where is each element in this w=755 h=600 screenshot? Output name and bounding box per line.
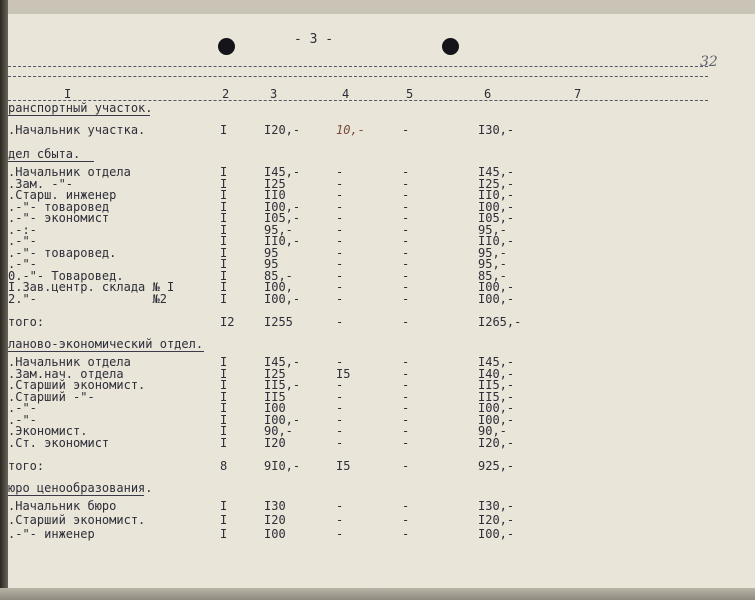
column-header-6: 6 <box>484 87 492 101</box>
row-total: 85,- <box>478 268 507 283</box>
row-salary: 95 <box>264 245 279 260</box>
row-col5: - <box>402 165 410 179</box>
row-label: .Ст. экономист <box>8 435 110 450</box>
row-count: I <box>220 366 228 381</box>
row-salary: I20,- <box>264 123 301 137</box>
row-col4: - <box>336 188 344 202</box>
row-count: I <box>220 291 228 306</box>
row-col5: - <box>402 211 410 225</box>
row-label: .-"- <box>8 401 37 415</box>
row-salary: II0,- <box>264 234 301 248</box>
row-label: .Начальник отдела <box>8 355 131 369</box>
section-total-sum: 925,- <box>478 459 515 473</box>
row-col4: I5 <box>336 366 351 381</box>
row-count: I <box>220 165 228 179</box>
row-col5: - <box>402 291 410 306</box>
row-salary: I00,- <box>264 291 301 306</box>
row-salary: 90,- <box>264 424 293 438</box>
row-col5: - <box>402 389 410 404</box>
row-salary: 95,- <box>264 222 293 237</box>
row-col5: - <box>402 378 410 392</box>
row-count: I <box>220 412 228 427</box>
row-salary: I20 <box>264 513 286 527</box>
row-col4: - <box>336 234 344 248</box>
row-total: II5,- <box>478 389 515 404</box>
row-col5: - <box>402 355 410 369</box>
section-title-transport: ранспортный участок. <box>8 101 153 115</box>
row-salary: I00, <box>264 280 293 294</box>
row-total: I00,- <box>478 527 515 541</box>
row-col4: - <box>336 389 344 404</box>
row-label: .Старший экономист. <box>8 513 146 527</box>
row-salary: 85,- <box>264 268 293 283</box>
row-salary: I00,- <box>264 199 301 214</box>
row-total: I00,- <box>478 199 515 214</box>
row-col5: - <box>402 123 410 137</box>
row-salary: I25 <box>264 366 286 381</box>
row-label: .-"- товаровед. <box>8 245 117 260</box>
section-underline <box>8 115 150 116</box>
row-label: .-"- товаровед <box>8 199 110 214</box>
row-col4: - <box>336 499 344 513</box>
row-salary: I00 <box>264 527 286 541</box>
section-total-label: того: <box>8 459 45 473</box>
section-total-col4: - <box>336 315 344 329</box>
scan-bottom-edge <box>0 588 755 600</box>
row-count: I <box>220 401 228 415</box>
header-top-rule <box>8 66 708 67</box>
row-col4: - <box>336 199 344 214</box>
row-total: I20,- <box>478 513 515 527</box>
row-count: I <box>220 176 228 191</box>
row-col5: - <box>402 199 410 214</box>
row-total: 90,- <box>478 424 507 438</box>
row-label: 0.-"- Товаровед. <box>8 268 124 283</box>
row-label: 2."- №2 <box>8 291 167 306</box>
binding-shadow <box>0 0 8 600</box>
row-salary: I45,- <box>264 355 301 369</box>
row-count: I <box>220 257 228 271</box>
row-count: I <box>220 389 228 404</box>
row-col4: - <box>336 401 344 415</box>
row-count: I <box>220 435 228 450</box>
row-col5: - <box>402 366 410 381</box>
row-count: I <box>220 424 228 438</box>
row-salary: I00 <box>264 401 286 415</box>
row-total: II0,- <box>478 234 515 248</box>
row-col4: - <box>336 412 344 427</box>
column-header-3: 3 <box>270 87 278 101</box>
row-count: I <box>220 245 228 260</box>
row-count: I <box>220 499 228 513</box>
row-label: .Зам. -"- <box>8 176 74 191</box>
row-label: .Старш. инженер <box>8 188 117 202</box>
header-top-rule-2 <box>8 76 708 77</box>
row-col5: - <box>402 412 410 427</box>
row-total: 95,- <box>478 257 507 271</box>
row-total: I25,- <box>478 176 515 191</box>
row-count: I <box>220 378 228 392</box>
row-label: .Экономист. <box>8 424 88 438</box>
row-col4: - <box>336 268 344 283</box>
row-total: I00,- <box>478 401 515 415</box>
row-col4: - <box>336 176 344 191</box>
row-col4: - <box>336 513 344 527</box>
row-col4: - <box>336 435 344 450</box>
row-salary: I30 <box>264 499 286 513</box>
column-header-1: I <box>64 87 72 101</box>
row-label: .-"- инженер <box>8 527 95 541</box>
section-underline <box>8 495 144 496</box>
row-label: .Начальник бюро <box>8 499 117 513</box>
handwritten-page-number: 32 <box>700 54 718 70</box>
row-col4: - <box>336 355 344 369</box>
row-col4: - <box>336 378 344 392</box>
row-total: I00,- <box>478 280 515 294</box>
row-label: .-:- <box>8 222 37 237</box>
page-number: - 3 - <box>294 32 334 47</box>
row-label: .Зам.нач. отдела <box>8 366 124 381</box>
row-col5: - <box>402 513 410 527</box>
row-total: I40,- <box>478 366 515 381</box>
section-total-salary: I255 <box>264 315 293 329</box>
row-col5: - <box>402 435 410 450</box>
row-salary: I20 <box>264 435 286 450</box>
punch-hole-left-icon <box>218 38 235 55</box>
row-label: .-"- <box>8 412 37 427</box>
row-label: .Начальник участка. <box>8 123 146 137</box>
row-col5: - <box>402 257 410 271</box>
row-salary: I05,- <box>264 211 301 225</box>
row-count: I <box>220 199 228 214</box>
row-col4: - <box>336 222 344 237</box>
row-total: I45,- <box>478 355 515 369</box>
row-col5: - <box>402 176 410 191</box>
section-total-count: I2 <box>220 315 235 329</box>
section-title-sales: дел сбыта. <box>8 147 81 161</box>
section-underline <box>8 161 94 162</box>
row-total: I20,- <box>478 435 515 450</box>
row-salary: II0 <box>264 188 286 202</box>
row-count: I <box>220 513 228 527</box>
row-count: I <box>220 222 228 237</box>
row-col4: - <box>336 424 344 438</box>
section-title-planning: ланово-экономический отдел. <box>8 337 204 351</box>
row-bonus-corrected: 10,- <box>336 123 365 137</box>
row-count: I <box>220 527 228 541</box>
row-label: .-"- <box>8 234 37 248</box>
section-total-sum: I265,- <box>478 315 522 329</box>
row-col4: - <box>336 245 344 260</box>
punch-hole-right-icon <box>442 38 459 55</box>
row-col5: - <box>402 222 410 237</box>
row-count: I <box>220 234 228 248</box>
row-col4: - <box>336 280 344 294</box>
section-title-pricing: юро ценообразования. <box>8 481 153 495</box>
row-col5: - <box>402 424 410 438</box>
row-salary: II5 <box>264 389 286 404</box>
row-total: I30,- <box>478 499 515 513</box>
column-header-5: 5 <box>406 87 414 101</box>
column-header-4: 4 <box>342 87 350 101</box>
row-salary: I45,- <box>264 165 301 179</box>
row-count: I <box>220 188 228 202</box>
row-total: II0,- <box>478 188 515 202</box>
row-label: .Старший -"- <box>8 389 95 404</box>
row-total: II5,- <box>478 378 515 392</box>
row-count: I <box>220 268 228 283</box>
row-col4: - <box>336 291 344 306</box>
section-total-label: того: <box>8 315 45 329</box>
row-total: I05,- <box>478 211 515 225</box>
row-col5: - <box>402 268 410 283</box>
row-salary: I25 <box>264 176 286 191</box>
row-label: I.Зав.центр. склада № I <box>8 280 175 294</box>
row-count: I <box>220 355 228 369</box>
row-col5: - <box>402 245 410 260</box>
row-col4: - <box>336 211 344 225</box>
section-underline <box>8 351 204 352</box>
section-total-count: 8 <box>220 459 228 473</box>
row-total: 95,- <box>478 222 507 237</box>
row-col4: - <box>336 527 344 541</box>
row-salary: 95 <box>264 257 279 271</box>
section-total-salary: 9I0,- <box>264 459 301 473</box>
row-label: .Старший экономист. <box>8 378 146 392</box>
row-label: .-"- экономист <box>8 211 110 225</box>
section-total-col5: - <box>402 315 410 329</box>
row-count: I <box>220 280 228 294</box>
row-salary: II5,- <box>264 378 301 392</box>
column-header-2: 2 <box>222 87 230 101</box>
row-count: I <box>220 211 228 225</box>
row-col5: - <box>402 499 410 513</box>
row-col4: - <box>336 165 344 179</box>
row-total: I30,- <box>478 123 515 137</box>
column-header-7: 7 <box>574 87 582 101</box>
row-col5: - <box>402 234 410 248</box>
row-total: I45,- <box>478 165 515 179</box>
row-total: 95,- <box>478 245 507 260</box>
row-count: I <box>220 123 228 137</box>
document-page <box>8 14 755 588</box>
row-salary: I00,- <box>264 412 301 427</box>
section-total-col5: - <box>402 459 410 473</box>
section-total-col4: I5 <box>336 459 351 473</box>
row-total: I00,- <box>478 412 515 427</box>
row-col5: - <box>402 280 410 294</box>
row-label: .-"- <box>8 257 37 271</box>
row-col5: - <box>402 401 410 415</box>
row-label: .Начальник отдела <box>8 165 131 179</box>
row-col5: - <box>402 188 410 202</box>
row-col4: - <box>336 257 344 271</box>
row-col5: - <box>402 527 410 541</box>
row-total: I00,- <box>478 291 515 306</box>
